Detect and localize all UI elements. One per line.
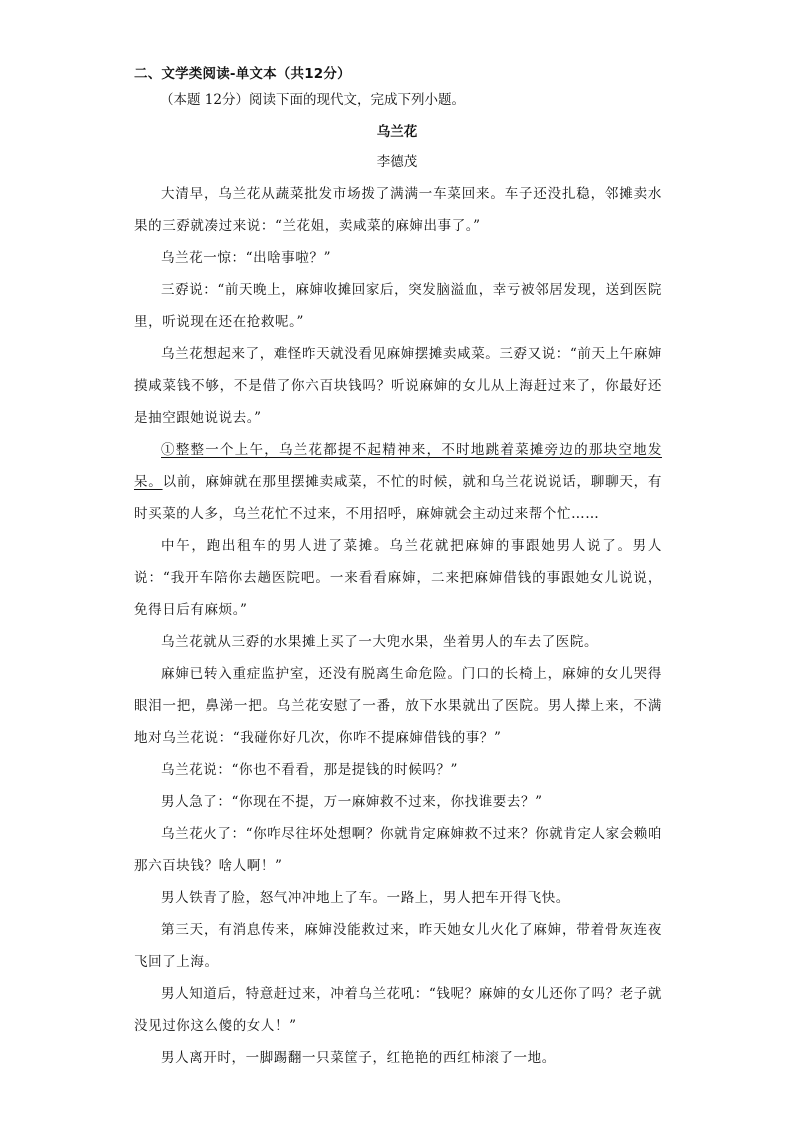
paragraph: 乌兰花说：“你也不看看，那是提钱的时候吗？” [161, 762, 459, 778]
section-title: 二、文学类阅读-单文本（共12分） [134, 66, 351, 82]
story-author: 李德茂 [376, 154, 418, 170]
paragraph: 大清早，乌兰花从蔬菜批发市场拨了满满一车菜回来。车子还没扎稳，邻摊卖水果的三孬就凑过来说：“兰花姐，卖咸菜的麻婶出事了。” [134, 186, 662, 234]
paragraph: 男人急了：“你现在不提，万一麻婶救不过来，你找谁要去？” [161, 794, 543, 810]
reading-instructions: （本题 12分）阅读下面的现代文，完成下列小题。 [160, 92, 465, 108]
story-body [134, 178, 662, 1074]
story-title: 乌兰花 [376, 124, 418, 140]
paragraph-underlined [134, 434, 662, 530]
paragraph: 乌兰花火了：“你咋尽往坏处想啊？你就肯定麻婶救不过来？你就肯定人家会赖咱那六百块钱？啥人啊！” [134, 826, 663, 874]
paragraph: 三孬说：“前天晚上，麻婶收摊回家后，突发脑溢血，幸亏被邻居发现，送到医院里，听说现在还在抢救呢。” [134, 282, 663, 330]
paragraph: 中午，跑出租车的男人进了菜摊。乌兰花就把麻婶的事跟她男人说了。男人说：“我开车陪你去趟医院吧。一来看看麻婶，二来把麻婶借钱的事跟她女儿说说，免得日后有麻烦。” [134, 538, 662, 618]
underlined-sentence: ①整整一个上午，乌兰花都提不起精神来，不时地跳着菜摊旁边的那块空地发呆。 [134, 442, 662, 490]
paragraph: 麻婶已转入重症监护室，还没有脱离生命危险。门口的长椅上，麻婶的女儿哭得眼泪一把，鼻涕一把。乌兰花安慰了一番，放下水果就出了医院。男人撵上来，不满地对乌兰花说：“我碰你好几次，你咋不提麻婶借钱的事？” [134, 666, 662, 746]
paragraph: 男人铁青了脸，怒气冲冲地上了车。一路上，男人把车开得飞快。 [161, 890, 570, 906]
paragraph: 第三天，有消息传来，麻婶没能救过来，昨天她女儿火化了麻婶，带着骨灰连夜飞回了上海。 [134, 922, 662, 970]
paragraph-rest: 以前，麻婶就在那里摆摊卖咸菜，不忙的时候，就和乌兰花说说话，聊聊天，有时买菜的人多，乌兰花忙不过来，不用招呼，麻婶就会主动过来帮个忙…… [134, 474, 663, 522]
paragraph: 乌兰花一惊：“出啥事啦？” [161, 250, 332, 266]
paragraph: 男人知道后，特意赶过来，冲着乌兰花吼：“钱呢？麻婶的女儿还你了吗？老子就没见过你这么傻的女人！” [134, 986, 663, 1034]
paragraph: 男人离开时，一脚踢翻一只菜筐子，红艳艳的西红柿滚了一地。 [161, 1050, 556, 1066]
paragraph: 乌兰花就从三孬的水果摊上买了一大兜水果，坐着男人的车去了医院。 [161, 634, 599, 650]
paragraph: 乌兰花想起来了，难怪昨天就没看见麻婶摆摊卖咸菜。三孬又说：“前天上午麻婶摸咸菜钱不够，不是借了你六百块钱吗？听说麻婶的女儿从上海赶过来了，你最好还是抽空跟她说说去。” [134, 346, 663, 426]
